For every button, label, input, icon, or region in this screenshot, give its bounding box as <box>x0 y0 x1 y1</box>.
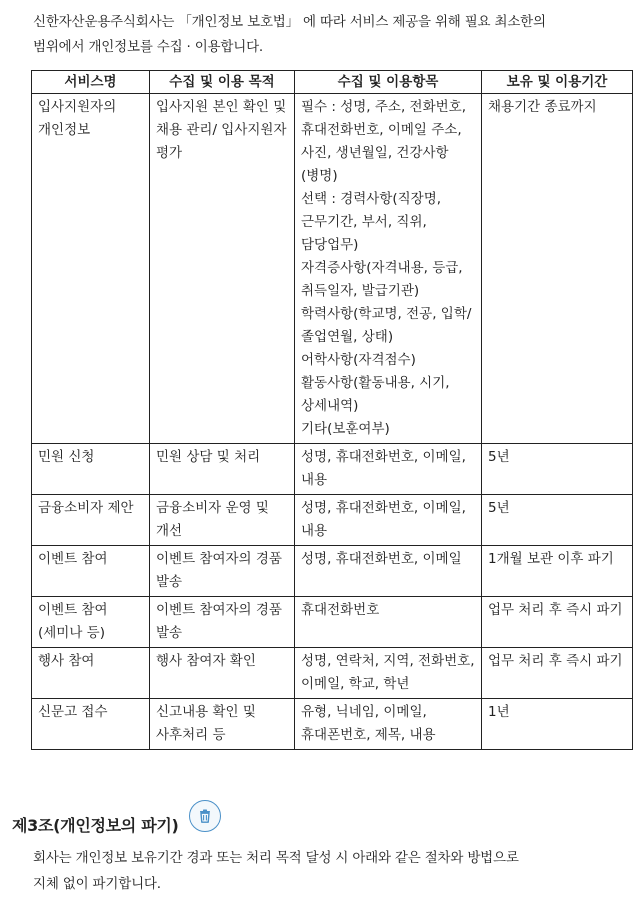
cell-purpose: 금융소비자 운영 및 개선 <box>150 495 295 546</box>
cell-service: 신문고 접수 <box>32 699 150 750</box>
table-row <box>32 94 633 444</box>
trash-icon-graphic <box>197 808 213 824</box>
item-line: 필수 : 성명, 주소, 전화번호, 휴대전화번호, 이메일 주소, 사진, 생년월일, 건강사항(병명) <box>301 99 466 184</box>
cell-items: 휴대전화번호 <box>295 597 482 648</box>
cell-period: 채용기간 종료까지 <box>482 94 633 444</box>
header-period: 보유 및 이용기간 <box>482 71 633 94</box>
item-line: 자격증사항(자격내용, 등급, 취득일자, 발급기관) <box>301 260 463 299</box>
cell-period: 업무 처리 후 즉시 파기 <box>482 648 633 699</box>
table-row <box>32 699 633 750</box>
cell-period: 업무 처리 후 즉시 파기 <box>482 597 633 648</box>
table-row <box>32 597 633 648</box>
privacy-collection-table <box>31 70 633 750</box>
table-row <box>32 648 633 699</box>
item-line: 학력사항(학교명, 전공, 입학/졸업연월, 상태) <box>301 306 472 345</box>
article-title: 제3조(개인정보의 파기) <box>12 816 179 835</box>
intro-line-2: 범위에서 개인정보를 수집 · 이용합니다. <box>33 39 264 55</box>
cell-service: 입사지원자의 개인정보 <box>32 94 150 444</box>
intro-line-1: 신한자산운용주식회사는 「개인정보 보호법」 에 따라 서비스 제공을 위해 필요 최소한의 <box>33 14 546 30</box>
cell-period: 1개월 보관 이후 파기 <box>482 546 633 597</box>
cell-purpose: 이벤트 참여자의 경품 발송 <box>150 597 295 648</box>
header-items: 수집 및 이용항목 <box>295 71 482 94</box>
trash-icon <box>189 800 221 832</box>
header-service: 서비스명 <box>32 71 150 94</box>
item-line: 활동사항(활동내용, 시기, 상세내역) <box>301 375 450 414</box>
table-row <box>32 444 633 495</box>
cell-purpose: 민원 상담 및 처리 <box>150 444 295 495</box>
intro-paragraph <box>33 10 613 60</box>
cell-period: 1년 <box>482 699 633 750</box>
cell-items: 성명, 연락처, 지역, 전화번호, 이메일, 학교, 학년 <box>295 648 482 699</box>
header-purpose: 수집 및 이용 목적 <box>150 71 295 94</box>
cell-service: 이벤트 참여 (세미나 등) <box>32 597 150 648</box>
article-body-line-2: 지체 없이 파기합니다. <box>33 876 161 892</box>
cell-service: 이벤트 참여 <box>32 546 150 597</box>
cell-items: 성명, 휴대전화번호, 이메일 <box>295 546 482 597</box>
cell-period: 5년 <box>482 444 633 495</box>
article-body-line-1: 회사는 개인정보 보유기간 경과 또는 처리 목적 달성 시 아래와 같은 절차와 방법으로 <box>33 850 519 866</box>
item-line: 선택 : 경력사항(직장명, 근무기간, 부서, 직위, 담당업무) <box>301 191 442 253</box>
cell-purpose: 신고내용 확인 및 사후처리 등 <box>150 699 295 750</box>
cell-service: 민원 신청 <box>32 444 150 495</box>
item-line: 기타(보훈여부) <box>301 421 390 437</box>
cell-purpose: 행사 참여자 확인 <box>150 648 295 699</box>
cell-items <box>295 94 482 444</box>
cell-items: 성명, 휴대전화번호, 이메일, 내용 <box>295 495 482 546</box>
table-row <box>32 495 633 546</box>
cell-purpose: 이벤트 참여자의 경품 발송 <box>150 546 295 597</box>
cell-items: 성명, 휴대전화번호, 이메일, 내용 <box>295 444 482 495</box>
cell-service: 금융소비자 제안 <box>32 495 150 546</box>
table-header-row <box>32 71 633 94</box>
cell-purpose: 입사지원 본인 확인 및 채용 관리/ 입사지원자 평가 <box>150 94 295 444</box>
item-line: 어학사항(자격점수) <box>301 352 416 368</box>
cell-period: 5년 <box>482 495 633 546</box>
cell-service: 행사 참여 <box>32 648 150 699</box>
article-heading <box>12 795 221 836</box>
cell-items: 유형, 닉네임, 이메일, 휴대폰번호, 제목, 내용 <box>295 699 482 750</box>
article-body <box>33 845 613 897</box>
table-row <box>32 546 633 597</box>
